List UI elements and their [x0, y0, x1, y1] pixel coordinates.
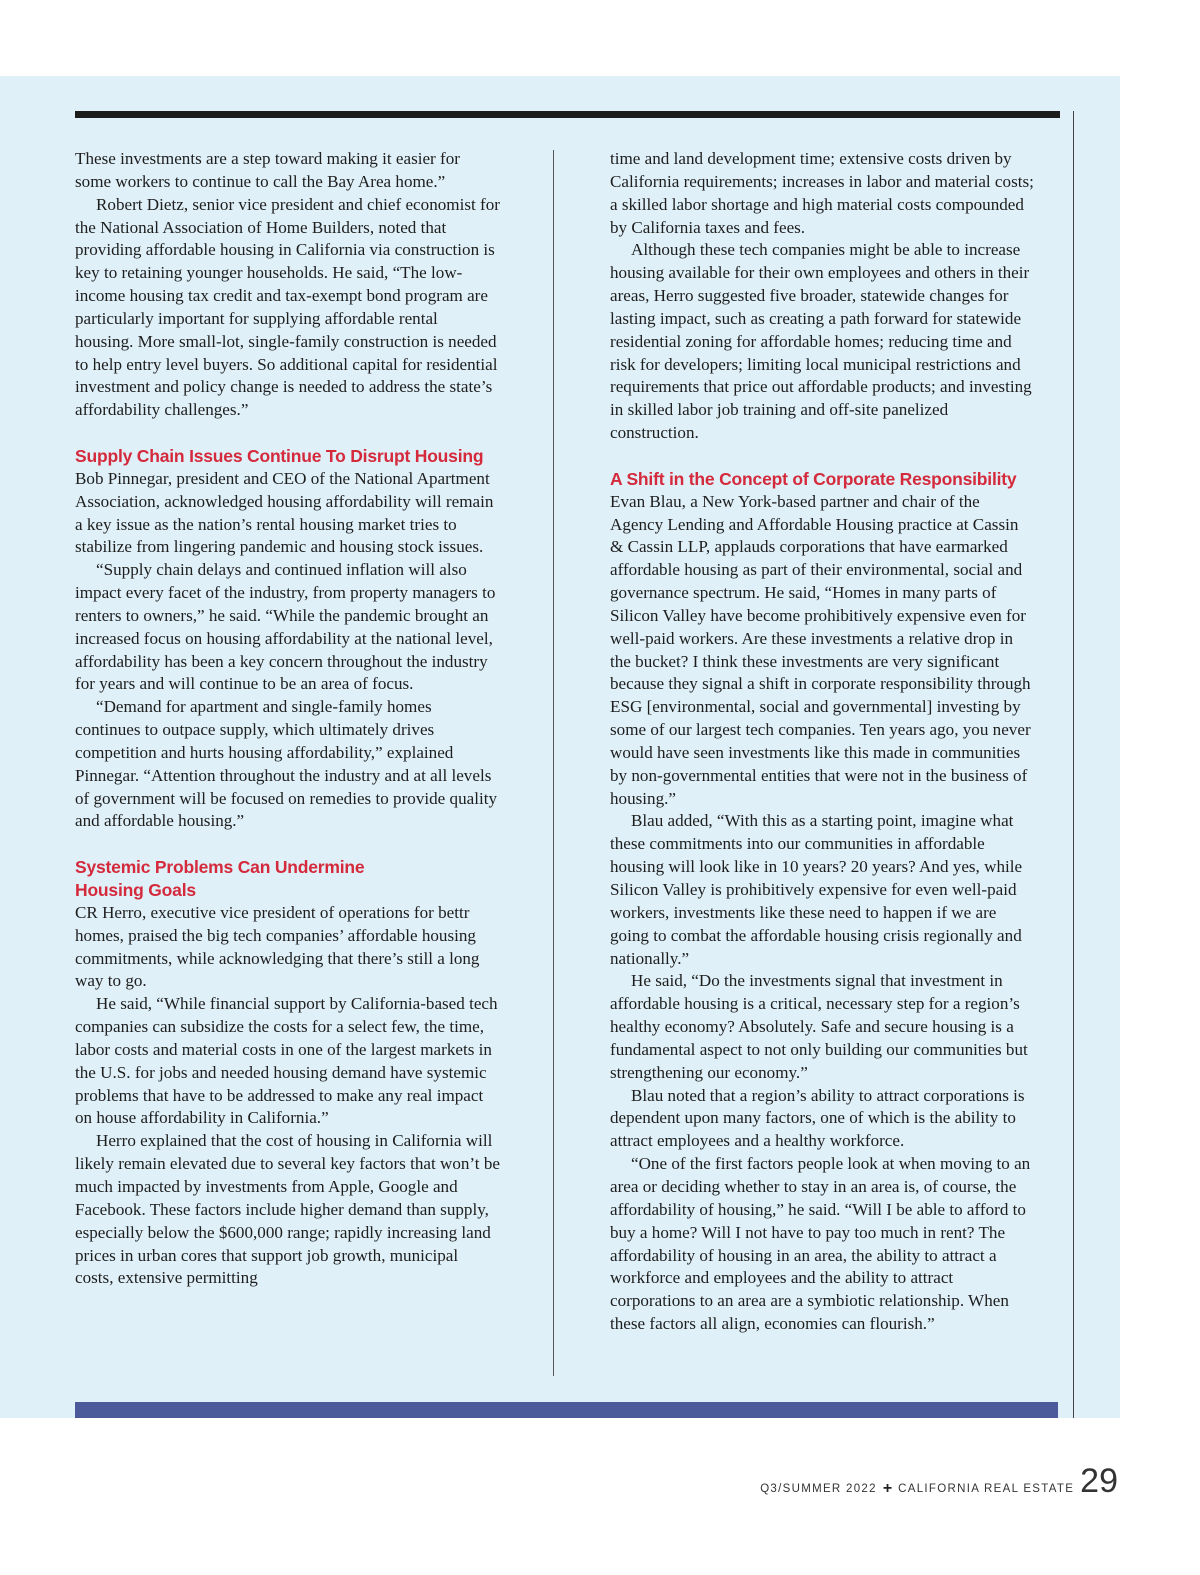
right-paragraph-5: He said, “Do the investments signal that investment in affordable housing is a critical, necessary step for a region’s healthy economy? Absolutely. Safe and secure housing is a fundamental aspect to not only building our communities but strengthening our economy.”	[610, 971, 1028, 1082]
section-heading-corporate-responsibility: A Shift in the Concept of Corporate Responsibility	[610, 468, 1017, 489]
right-column	[610, 148, 1035, 1336]
page-number: 29	[1080, 1462, 1118, 1500]
section-heading-supply-chain: Supply Chain Issues Continue To Disrupt Housing	[75, 445, 484, 466]
left-paragraph-7: He said, “While financial support by California-based tech companies can subsidize the costs for a select few, the time, labor costs and material costs in one of the largest markets in the U.S. for jobs and needed housing demand have systemic problems that have to be addressed to make any real impact on house affordability in California.”	[75, 994, 498, 1128]
left-paragraph-4: “Supply chain delays and continued inflation will also impact every facet of the industry, from property managers to renters to owners,” he said. “While the pandemic brought an increased focus on housing affordability at the national level, affordability has been a key concern throughout the industry for years and will continue to be an area of focus.	[75, 560, 496, 694]
right-paragraph-3: Evan Blau, a New York-based partner and chair of the Agency Lending and Affordable Housing practice at Cassin & Cassin LLP, applauds corporations that have earmarked affordable housing as part of their environmental, social and governance spectrum. He said, “Homes in many parts of Silicon Valley have become prohibitively expensive even for well-paid workers. Are these investments a relative drop in the bucket? I think these investments are very significant because they signal a shift in corporate responsibility through ESG [environmental, social and governmental] investing by some of our largest tech companies. Ten years ago, you never would have seen investments like this made in communities by non-governmental entities that were not in the business of housing.”	[610, 491, 1031, 808]
left-paragraph-6: CR Herro, executive vice president of operations for bettr homes, praised the big tech companies’ affordable housing commitments, while acknowledging that there’s still a long way to go.	[75, 902, 480, 991]
top-rule	[75, 111, 1060, 118]
footer-publication: CALIFORNIA REAL ESTATE	[898, 1483, 1075, 1495]
heading-line-1: Systemic Problems Can Undermine	[75, 857, 365, 878]
left-paragraph-3: Bob Pinnegar, president and CEO of the National Apartment Association, acknowledged housing affordability will remain a key issue as the nation’s rental housing market tries to stabilize from lingering pandemic and housing stock issues.	[75, 468, 494, 557]
right-paragraph-2: Although these tech companies might be able to increase housing available for their own employees and others in their areas, Herro suggested five broader, statewide changes for lasting impact, such as creating a path forward for statewide residential zoning for affordable homes; reducing time and risk for developers; limiting local municipal restrictions and requirements that price out affordable products; and investing in skilled labor job training and off-site panelized construction.	[610, 240, 1032, 443]
left-paragraph-5: “Demand for apartment and single-family homes continues to outpace supply, which ultimately drives competition and hurts housing affordability,” explained Pinnegar. “Attention throughout the industry and at all levels of government will be focused on remedies to provide quality and affordable housing.”	[75, 697, 498, 831]
section-heading-systemic-problems	[75, 856, 500, 902]
left-paragraph-8: Herro explained that the cost of housing in California will likely remain elevated due to several key factors that won’t be much impacted by investments from Apple, Google and Facebook. These factors include higher demand than supply, especially below the $600,000 range; rapidly increasing land prices in urban cores that support job growth, municipal costs, extensive permitting	[75, 1131, 500, 1288]
footer-issue: Q3/SUMMER 2022	[760, 1483, 877, 1495]
left-column	[75, 148, 500, 1290]
left-paragraph-1: These investments are a step toward making it easier for some workers to continue to call the Bay Area home.”	[75, 149, 460, 191]
heading-line-2: Housing Goals	[75, 880, 196, 900]
page-footer	[760, 1462, 1118, 1501]
bottom-accent-bar	[75, 1402, 1058, 1418]
right-paragraph-1: time and land development time; extensive costs driven by California requirements; increases in labor and material costs; a skilled labor shortage and high material costs compounded by California taxes and fees.	[610, 149, 1034, 237]
right-paragraph-7: “One of the first factors people look at when moving to an area or deciding whether to stay in an area is, of course, the affordability of housing,” he said. “Will I be able to afford to buy a home? Will I not have to pay too much in rent? The affordability of housing in an area, the ability to attract a workforce and employees and the ability to attract corporations to an area are a symbiotic relationship. When these factors all align, economies can flourish.”	[610, 1154, 1031, 1334]
column-divider	[553, 150, 554, 1376]
right-margin-rule	[1073, 111, 1074, 1418]
footer-separator-icon: +	[882, 1480, 893, 1497]
right-paragraph-4: Blau added, “With this as a starting point, imagine what these commitments into our communities in affordable housing will look like in 10 years? 20 years? And yes, while Silicon Valley is prohibitively expensive for even well-paid workers, investments like these need to happen if we are going to combat the affordable housing crisis regionally and nationally.”	[610, 811, 1023, 968]
right-paragraph-6: Blau noted that a region’s ability to attract corporations is dependent upon many factors, one of which is the ability to attract employees and a healthy workforce.	[610, 1085, 1025, 1151]
left-paragraph-2: Robert Dietz, senior vice president and chief economist for the National Association of Home Builders, noted that providing affordable housing in California via construction is key to retaining younger households. He said, “The low-income housing tax credit and tax-exempt bond program are particularly important for supplying affordable rental housing. More small-lot, single-family construction is needed to help entry level buyers. So additional capital for residential investment and policy change is needed to address the state’s affordability challenges.”	[75, 194, 500, 420]
